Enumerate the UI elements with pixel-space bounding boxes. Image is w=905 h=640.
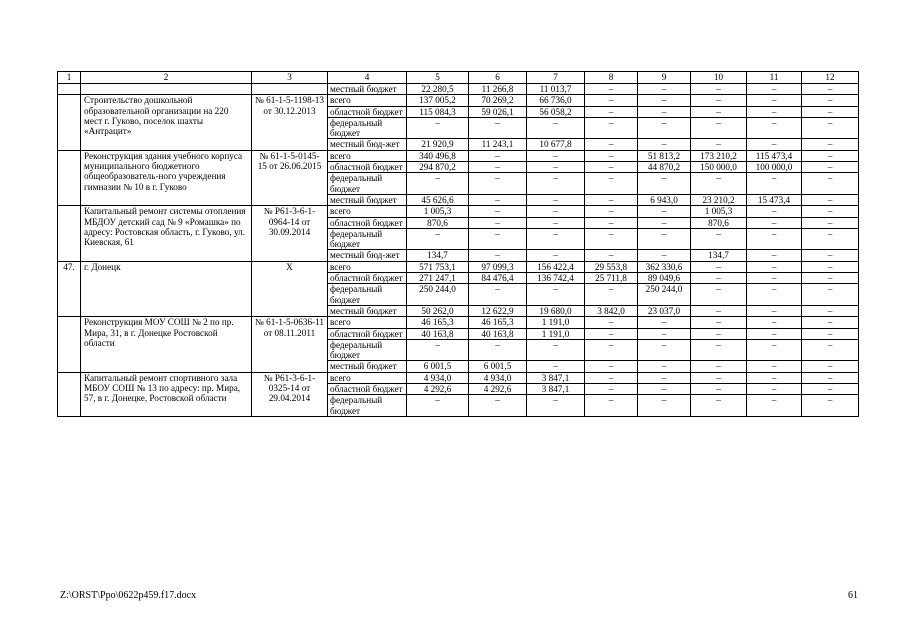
amount-cell: –: [585, 228, 638, 250]
amount-cell: 11 266,8: [469, 84, 527, 95]
amount-cell: 56 058,2: [527, 106, 585, 117]
row-number: 47.: [58, 261, 81, 316]
amount-cell: 100 000,0: [747, 162, 802, 173]
funding-source: федеральный бюджет: [328, 117, 407, 139]
amount-cell: –: [469, 194, 527, 205]
object-name: [81, 84, 252, 95]
amount-cell: –: [802, 395, 859, 417]
amount-cell: 294 870,2: [407, 162, 469, 173]
row-number: [58, 84, 81, 95]
amount-cell: –: [691, 261, 747, 272]
amount-cell: –: [802, 305, 859, 316]
amount-cell: –: [638, 84, 691, 95]
amount-cell: –: [407, 339, 469, 361]
amount-cell: –: [585, 162, 638, 173]
amount-cell: –: [802, 339, 859, 361]
funding-source: всего: [328, 317, 407, 328]
amount-cell: 6 001,5: [407, 361, 469, 372]
amount-cell: –: [469, 217, 527, 228]
amount-cell: 44 870,2: [638, 162, 691, 173]
amount-cell: –: [802, 372, 859, 383]
amount-cell: –: [585, 395, 638, 417]
amount-cell: –: [691, 84, 747, 95]
amount-cell: 50 262,0: [407, 305, 469, 316]
budget-table: [57, 71, 859, 417]
document-ref: № 61-1-5-0636-11 от 08.11.2011: [252, 317, 328, 372]
column-number: 4: [328, 72, 407, 84]
amount-cell: –: [638, 173, 691, 195]
funding-source: областной бюджет: [328, 273, 407, 284]
column-number: 9: [638, 72, 691, 84]
amount-cell: –: [527, 117, 585, 139]
amount-cell: 136 742,4: [527, 273, 585, 284]
amount-cell: –: [691, 372, 747, 383]
amount-cell: 3 842,0: [585, 305, 638, 316]
object-name: Реконструкция здания учебного корпуса муниципального бюджетного общеобразователь-ного учреждения гимназии № 10 в г. Гуково: [81, 150, 252, 205]
amount-cell: –: [747, 217, 802, 228]
amount-cell: –: [691, 284, 747, 306]
amount-cell: 134,7: [691, 250, 747, 261]
object-name: Строительство дошкольной образовательной организации на 220 мест г. Гуково, поселок шахты «Антрацит»: [81, 95, 252, 150]
amount-cell: –: [747, 261, 802, 272]
amount-cell: 3 847,1: [527, 384, 585, 395]
amount-cell: 12 622,9: [469, 305, 527, 316]
amount-cell: 137 005,2: [407, 95, 469, 106]
funding-source: всего: [328, 150, 407, 161]
amount-cell: –: [638, 106, 691, 117]
amount-cell: –: [638, 361, 691, 372]
amount-cell: –: [469, 395, 527, 417]
amount-cell: –: [585, 339, 638, 361]
amount-cell: –: [527, 339, 585, 361]
amount-cell: –: [527, 173, 585, 195]
amount-cell: –: [747, 228, 802, 250]
amount-cell: –: [747, 250, 802, 261]
funding-source: федеральный бюджет: [328, 173, 407, 195]
amount-cell: –: [585, 284, 638, 306]
column-number: 3: [252, 72, 328, 84]
document-ref: № Р61-3-6-1-0325-14 от 29.04.2014: [252, 372, 328, 416]
amount-cell: –: [747, 372, 802, 383]
amount-cell: –: [747, 106, 802, 117]
object-name: Капитальный ремонт системы отопления МБДОУ детский сад № 9 «Ромашка» по адресу: Ростовская область, г. Гуково, ул. Киевская, 61: [81, 206, 252, 261]
table-row: [58, 95, 859, 106]
amount-cell: –: [747, 339, 802, 361]
amount-cell: –: [802, 117, 859, 139]
amount-cell: –: [585, 206, 638, 217]
document-ref: № 61-1-5-0145-15 от 26.06.2015: [252, 150, 328, 205]
amount-cell: 250 244,0: [638, 284, 691, 306]
funding-source: местный бюд-жет: [328, 250, 407, 261]
funding-source: местный бюд-жет: [328, 139, 407, 150]
amount-cell: 51 813,2: [638, 150, 691, 161]
amount-cell: –: [802, 194, 859, 205]
amount-cell: –: [802, 284, 859, 306]
amount-cell: –: [802, 328, 859, 339]
column-number: 10: [691, 72, 747, 84]
object-name: Реконструкция МОУ СОШ № 2 по пр. Мира, 31, в г. Донецке Ростовской области: [81, 317, 252, 372]
amount-cell: 70 269,2: [469, 95, 527, 106]
amount-cell: 84 476,4: [469, 273, 527, 284]
amount-cell: 23 210,2: [691, 194, 747, 205]
amount-cell: –: [691, 173, 747, 195]
column-number: 12: [802, 72, 859, 84]
header-row: [58, 72, 859, 84]
amount-cell: 6 943,0: [638, 194, 691, 205]
amount-cell: 11 243,1: [469, 139, 527, 150]
amount-cell: –: [638, 372, 691, 383]
amount-cell: 40 163,8: [469, 328, 527, 339]
amount-cell: –: [527, 284, 585, 306]
amount-cell: 29 553,8: [585, 261, 638, 272]
amount-cell: –: [638, 228, 691, 250]
amount-cell: 1 005,3: [407, 206, 469, 217]
amount-cell: –: [802, 106, 859, 117]
amount-cell: –: [527, 217, 585, 228]
amount-cell: –: [802, 95, 859, 106]
amount-cell: –: [469, 339, 527, 361]
amount-cell: 1 005,3: [691, 206, 747, 217]
amount-cell: –: [747, 305, 802, 316]
funding-source: федеральный бюджет: [328, 228, 407, 250]
amount-cell: –: [691, 139, 747, 150]
amount-cell: 10 677,8: [527, 139, 585, 150]
amount-cell: –: [691, 328, 747, 339]
amount-cell: –: [638, 317, 691, 328]
amount-cell: 870,6: [691, 217, 747, 228]
amount-cell: –: [585, 372, 638, 383]
amount-cell: –: [585, 139, 638, 150]
amount-cell: –: [585, 217, 638, 228]
amount-cell: –: [638, 328, 691, 339]
funding-source: местный бюджет: [328, 84, 407, 95]
column-number: 5: [407, 72, 469, 84]
amount-cell: –: [585, 328, 638, 339]
column-number: 6: [469, 72, 527, 84]
amount-cell: 46 165,3: [407, 317, 469, 328]
amount-cell: –: [691, 339, 747, 361]
funding-source: местный бюджет: [328, 194, 407, 205]
amount-cell: 15 473,4: [747, 194, 802, 205]
amount-cell: –: [527, 206, 585, 217]
column-number: 1: [58, 72, 81, 84]
funding-source: областной бюджет: [328, 106, 407, 117]
amount-cell: –: [691, 95, 747, 106]
amount-cell: –: [469, 150, 527, 161]
amount-cell: 4 292,6: [469, 384, 527, 395]
amount-cell: –: [527, 228, 585, 250]
amount-cell: –: [691, 117, 747, 139]
amount-cell: –: [585, 150, 638, 161]
column-number: 7: [527, 72, 585, 84]
amount-cell: 271 247,1: [407, 273, 469, 284]
amount-cell: –: [747, 328, 802, 339]
amount-cell: 40 163,8: [407, 328, 469, 339]
amount-cell: 45 626,6: [407, 194, 469, 205]
amount-cell: –: [527, 395, 585, 417]
funding-source: местный бюджет: [328, 361, 407, 372]
document-ref: [252, 84, 328, 95]
amount-cell: –: [747, 395, 802, 417]
amount-cell: 340 496,8: [407, 150, 469, 161]
amount-cell: –: [407, 395, 469, 417]
amount-cell: –: [747, 139, 802, 150]
funding-source: местный бюджет: [328, 305, 407, 316]
amount-cell: –: [527, 194, 585, 205]
table-row: [58, 84, 859, 95]
amount-cell: 6 001,5: [469, 361, 527, 372]
amount-cell: 97 099,3: [469, 261, 527, 272]
amount-cell: 89 049,6: [638, 273, 691, 284]
amount-cell: –: [802, 162, 859, 173]
amount-cell: –: [469, 162, 527, 173]
amount-cell: 3 847,1: [527, 372, 585, 383]
amount-cell: –: [802, 250, 859, 261]
document-ref: № 61-1-5-1198-13 от 30.12.2013: [252, 95, 328, 150]
amount-cell: –: [585, 106, 638, 117]
funding-source: федеральный бюджет: [328, 284, 407, 306]
amount-cell: –: [638, 95, 691, 106]
amount-cell: 11 013,7: [527, 84, 585, 95]
amount-cell: –: [638, 395, 691, 417]
column-number: 11: [747, 72, 802, 84]
amount-cell: –: [691, 317, 747, 328]
amount-cell: –: [527, 162, 585, 173]
funding-source: федеральный бюджет: [328, 339, 407, 361]
row-number: [58, 206, 81, 261]
amount-cell: –: [802, 206, 859, 217]
amount-cell: –: [585, 173, 638, 195]
amount-cell: –: [802, 317, 859, 328]
amount-cell: –: [747, 95, 802, 106]
amount-cell: 1 191,0: [527, 328, 585, 339]
amount-cell: –: [747, 206, 802, 217]
amount-cell: 25 711,8: [585, 273, 638, 284]
amount-cell: –: [527, 250, 585, 261]
amount-cell: 115 473,4: [747, 150, 802, 161]
funding-source: областной бюджет: [328, 384, 407, 395]
amount-cell: –: [585, 117, 638, 139]
amount-cell: –: [469, 284, 527, 306]
funding-source: федеральный бюджет: [328, 395, 407, 417]
amount-cell: –: [802, 261, 859, 272]
amount-cell: 134,7: [407, 250, 469, 261]
amount-cell: –: [638, 117, 691, 139]
amount-cell: –: [469, 206, 527, 217]
amount-cell: –: [691, 106, 747, 117]
amount-cell: –: [527, 361, 585, 372]
amount-cell: –: [802, 384, 859, 395]
funding-source: всего: [328, 261, 407, 272]
amount-cell: –: [585, 317, 638, 328]
amount-cell: 571 753,1: [407, 261, 469, 272]
amount-cell: –: [691, 228, 747, 250]
amount-cell: –: [585, 84, 638, 95]
amount-cell: 870,6: [407, 217, 469, 228]
document-ref: Х: [252, 261, 328, 316]
amount-cell: –: [802, 84, 859, 95]
row-number: [58, 317, 81, 372]
amount-cell: –: [691, 305, 747, 316]
funding-source: всего: [328, 372, 407, 383]
amount-cell: –: [585, 194, 638, 205]
amount-cell: –: [469, 173, 527, 195]
amount-cell: –: [585, 361, 638, 372]
amount-cell: –: [469, 250, 527, 261]
amount-cell: –: [585, 384, 638, 395]
table-row: [58, 317, 859, 328]
amount-cell: 66 736,0: [527, 95, 585, 106]
amount-cell: –: [747, 117, 802, 139]
amount-cell: –: [747, 384, 802, 395]
amount-cell: –: [638, 206, 691, 217]
amount-cell: 115 084,3: [407, 106, 469, 117]
amount-cell: –: [638, 384, 691, 395]
amount-cell: 4 934,0: [469, 372, 527, 383]
amount-cell: –: [802, 217, 859, 228]
amount-cell: –: [469, 228, 527, 250]
amount-cell: 59 026,1: [469, 106, 527, 117]
amount-cell: –: [802, 228, 859, 250]
table-row: [58, 206, 859, 217]
object-name: г. Донецк: [81, 261, 252, 316]
funding-source: всего: [328, 206, 407, 217]
amount-cell: –: [527, 150, 585, 161]
amount-cell: –: [747, 273, 802, 284]
amount-cell: –: [638, 250, 691, 261]
amount-cell: –: [638, 339, 691, 361]
row-number: [58, 372, 81, 416]
funding-source: областной бюджет: [328, 328, 407, 339]
amount-cell: –: [638, 217, 691, 228]
amount-cell: –: [747, 317, 802, 328]
amount-cell: 22 280,5: [407, 84, 469, 95]
funding-source: всего: [328, 95, 407, 106]
table-row: [58, 372, 859, 383]
amount-cell: –: [469, 117, 527, 139]
funding-source: областной бюджет: [328, 217, 407, 228]
amount-cell: 362 330,6: [638, 261, 691, 272]
table-row: [58, 150, 859, 161]
amount-cell: –: [747, 173, 802, 195]
amount-cell: –: [585, 95, 638, 106]
amount-cell: 250 244,0: [407, 284, 469, 306]
amount-cell: –: [802, 150, 859, 161]
amount-cell: 46 165,3: [469, 317, 527, 328]
amount-cell: 156 422,4: [527, 261, 585, 272]
funding-source: областной бюджет: [328, 162, 407, 173]
amount-cell: –: [691, 361, 747, 372]
amount-cell: 19 680,0: [527, 305, 585, 316]
amount-cell: –: [691, 384, 747, 395]
amount-cell: –: [802, 173, 859, 195]
column-number: 8: [585, 72, 638, 84]
amount-cell: 4 934,0: [407, 372, 469, 383]
amount-cell: –: [691, 273, 747, 284]
amount-cell: –: [802, 273, 859, 284]
amount-cell: 1 191,0: [527, 317, 585, 328]
amount-cell: 21 920,9: [407, 139, 469, 150]
amount-cell: –: [802, 139, 859, 150]
amount-cell: 23 037,0: [638, 305, 691, 316]
amount-cell: 150 000,0: [691, 162, 747, 173]
amount-cell: –: [407, 117, 469, 139]
table-row: [58, 261, 859, 272]
amount-cell: 4 292,6: [407, 384, 469, 395]
amount-cell: 173 210,2: [691, 150, 747, 161]
object-name: Капитальный ремонт спортивного зала МБОУ СОШ № 13 по адресу: пр. Мира, 57, в г. Донецке, Ростовской области: [81, 372, 252, 416]
row-number: [58, 95, 81, 150]
amount-cell: –: [747, 284, 802, 306]
amount-cell: –: [802, 361, 859, 372]
page-number: 61: [848, 590, 858, 601]
amount-cell: –: [407, 228, 469, 250]
amount-cell: –: [407, 173, 469, 195]
row-number: [58, 150, 81, 205]
amount-cell: –: [585, 250, 638, 261]
document-ref: № Р61-3-6-1-0964-14 от 30.09.2014: [252, 206, 328, 261]
footer-filename: Z:\ORST\Ppo\0622p459.f17.docx: [60, 590, 197, 601]
amount-cell: –: [638, 139, 691, 150]
amount-cell: –: [747, 84, 802, 95]
amount-cell: –: [747, 361, 802, 372]
column-number: 2: [81, 72, 252, 84]
amount-cell: –: [691, 395, 747, 417]
